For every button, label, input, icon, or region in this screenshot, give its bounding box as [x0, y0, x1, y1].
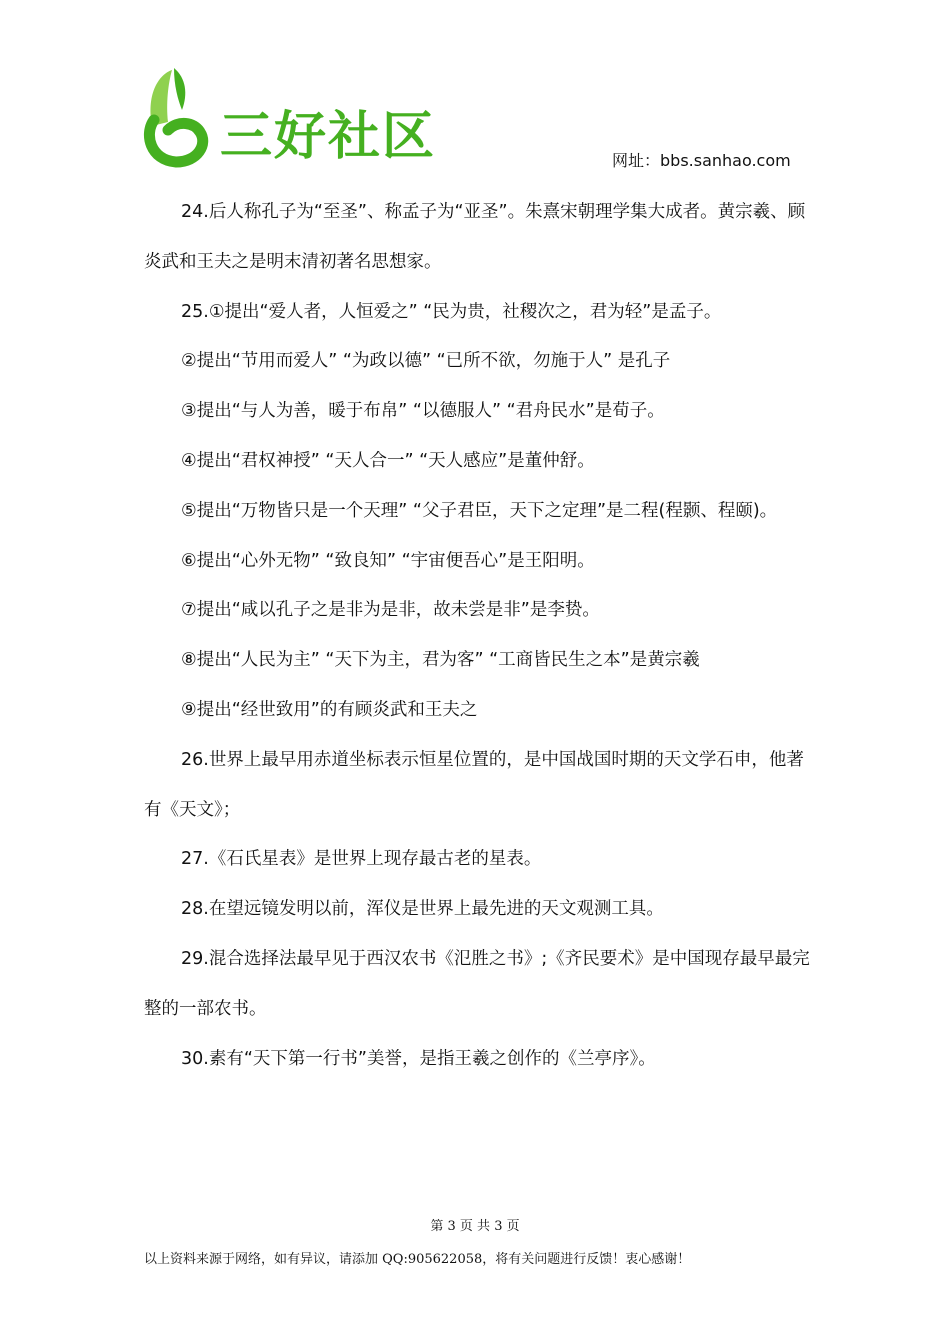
paragraph-25-4: ④提出“君权神授” “天人合一” “天人感应”是董仲舒。: [181, 450, 595, 471]
paragraph-25-5: ⑤提出“万物皆只是一个天理” “父子君臣，天下之定理”是二程(程颢、程颐)。: [181, 500, 778, 521]
document-body: [144, 188, 814, 1084]
page-number: 第 3 页 共 3 页: [430, 1219, 520, 1234]
paragraph-25-3: ③提出“与人为善，暖于布帛” “以德服人” “君舟民水”是荀子。: [181, 401, 665, 422]
brand-name: 三好社区: [220, 107, 437, 167]
paragraph-24: 24.后人称孔子为“至圣”、称孟子为“亚圣”。朱熹宋朝理学集大成者。黄宗羲、顾炎武和王夫之是明末清初著名思想家。: [144, 202, 806, 272]
paragraph-25-9: ⑨提出“经世致用”的有顾炎武和王夫之: [181, 699, 478, 720]
paragraph-29: 29.混合选择法最早见于西汉农书《氾胜之书》;《齐民要术》是中国现存最早最完整的一部农书。: [144, 948, 810, 1019]
leaf-logo-icon: [138, 64, 228, 168]
paragraph-27: 27.《石氏星表》是世界上现存最古老的星表。: [181, 849, 542, 870]
paragraph-25-2: ②提出“节用而爱人” “为政以德” “已所不欲，勿施于人” 是孔子: [181, 351, 671, 372]
paragraph-25-1: 25.①提出“爱人者，人恒爱之” “民为贵，社稷次之，君为轻”是孟子。: [181, 301, 722, 322]
paragraph-28: 28.在望远镜发明以前，浑仪是世界上最先进的天文观测工具。: [181, 899, 664, 920]
site-url[interactable]: 网址：bbs.sanhao.com: [612, 151, 791, 170]
paragraph-25-6: ⑥提出“心外无物” “致良知” “宇宙便吾心”是王阳明。: [181, 550, 595, 571]
footer-note: 以上资料来源于网络，如有异议，请添加 QQ:905622058，将有关问题进行反馈！衷心感谢！: [144, 1252, 691, 1267]
paragraph-25-7: ⑦提出“咸以孔子之是非为是非，故未尝是非”是李贽。: [181, 600, 600, 621]
page-header: [138, 64, 798, 174]
sanhao-logo[interactable]: [138, 64, 438, 168]
paragraph-25-8: ⑧提出“人民为主” “天下为主，君为客” “工商皆民生之本”是黄宗羲: [181, 650, 700, 671]
paragraph-26: 26.世界上最早用赤道坐标表示恒星位置的，是中国战国时期的天文学石申，他著有《天文》；: [144, 749, 804, 820]
paragraph-30: 30.素有“天下第一行书”美誉，是指王羲之创作的《兰亭序》。: [181, 1048, 656, 1069]
